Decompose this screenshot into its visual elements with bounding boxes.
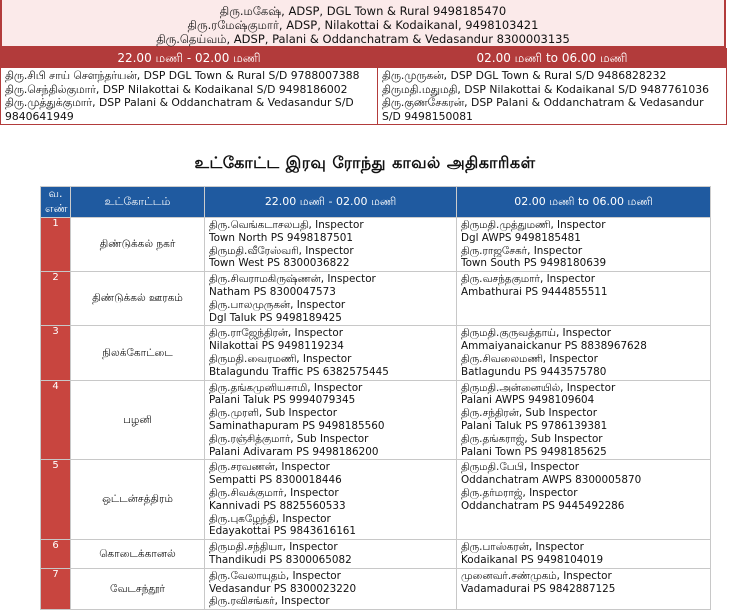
officer-line: Town West PS 8300036822 bbox=[209, 257, 350, 270]
officer-line: திரு.பாஸ்கரன், Inspector bbox=[461, 541, 584, 554]
officer-line: திரு.சந்திரன், Sub Inspector bbox=[461, 407, 597, 420]
officer-line: Btalagundu Traffic PS 6382575445 bbox=[209, 365, 389, 378]
header-subdivision: உட்கோட்டம் bbox=[71, 187, 205, 218]
officer-line: Palani Adivaram PS 9498186200 bbox=[209, 445, 379, 458]
officer-line: திருமதி.வீரேஸ்வரி, Inspector bbox=[209, 244, 354, 257]
shift2-cell bbox=[457, 380, 711, 460]
patrol-table bbox=[40, 186, 711, 610]
shift2-cell bbox=[457, 460, 711, 540]
officer-line: Ammaiyanaickanur PS 8838967628 bbox=[461, 340, 647, 353]
row-number: 5 bbox=[41, 460, 71, 540]
officer-line: திரு.தர்மராஜ், Inspector bbox=[461, 486, 578, 499]
dsp-shift-table bbox=[0, 48, 727, 125]
officer-line: Oddanchatram PS 9445492286 bbox=[461, 499, 625, 512]
shift1-officer: திரு.முத்துக்குமார், DSP Palani & Oddanchatram & Vedasandur S/D 9840641949 bbox=[5, 96, 354, 123]
officer-line: திருமதி.முத்துமணி, Inspector bbox=[461, 219, 606, 231]
officer-line: முனைவர்.சண்முகம், Inspector bbox=[461, 569, 612, 582]
officer-line: Palani Town PS 9498185625 bbox=[461, 445, 607, 458]
shift1-cell bbox=[205, 380, 457, 460]
shift1-cell bbox=[205, 460, 457, 540]
table-row bbox=[41, 218, 711, 272]
shift1-cell bbox=[205, 568, 457, 609]
officer-line: Palani Taluk PS 9786139381 bbox=[461, 419, 608, 432]
row-number: 7 bbox=[41, 568, 71, 609]
shift2-cell bbox=[457, 272, 711, 326]
officer-line: திரு.ராஜேந்திரன், Inspector bbox=[209, 327, 343, 340]
officer-line: Natham PS 8300047573 bbox=[209, 285, 336, 298]
officer-line: திரு.சிவக்குமார், Inspector bbox=[209, 486, 339, 499]
table-row bbox=[41, 326, 711, 380]
shift2-cell bbox=[457, 218, 711, 272]
officer-line: திரு.ரஞ்சித்குமார், Sub Inspector bbox=[209, 432, 369, 445]
officer-line: Saminathapuram PS 9498185560 bbox=[209, 419, 385, 432]
officer-line: Vadamadurai PS 9842887125 bbox=[461, 582, 616, 595]
subdivision-name: திண்டுக்கல் நகர் bbox=[71, 218, 205, 272]
shift1-header: 22.00 மணி - 02.00 மணி bbox=[1, 49, 378, 68]
shift1-cell bbox=[205, 540, 457, 569]
adsp-box bbox=[0, 0, 726, 48]
adsp-line-2: திரு.ரமேஷ்குமார், ADSP, Nilakottai & Kodaikanal, 9498103421 bbox=[187, 18, 539, 32]
shift2-header: 02.00 மணி to 06.00 மணி bbox=[378, 49, 727, 68]
officer-line: திரு.ராஜசேகர், Inspector bbox=[461, 244, 583, 257]
subdivision-name: திண்டுக்கல் ஊரகம் bbox=[71, 272, 205, 326]
officer-line: Dgl AWPS 9498185481 bbox=[461, 231, 581, 244]
officer-line: திருமதி.வைரமணி, Inspector bbox=[209, 352, 352, 365]
shift2-officer: திருமதி.மதுமதி, DSP Nilakottai & Kodaikanal S/D 9487761036 bbox=[382, 82, 710, 96]
officer-line: திரு.வெங்கடாசலபதி, Inspector bbox=[209, 219, 364, 231]
shift1-officer: திரு.செந்தில்குமார், DSP Nilakottai & Kodaikanal S/D 9498186002 bbox=[5, 82, 348, 96]
officer-line: Ambathurai PS 9444855511 bbox=[461, 285, 608, 298]
table-row bbox=[41, 540, 711, 569]
officer-line: திரு.வேலாயுதம், Inspector bbox=[209, 569, 341, 582]
officer-line: Palani AWPS 9498109604 bbox=[461, 394, 595, 407]
row-number: 3 bbox=[41, 326, 71, 380]
subdivision-name: பழனி bbox=[71, 380, 205, 460]
officer-line: Nilakottai PS 9498119234 bbox=[209, 340, 344, 353]
officer-line: திரு.ரவிசங்கர், Inspector bbox=[209, 595, 330, 608]
table-row bbox=[41, 568, 711, 609]
shift1-cell bbox=[205, 272, 457, 326]
table-row bbox=[41, 272, 711, 326]
patrol-header-row bbox=[41, 187, 711, 218]
officer-line: Town South PS 9498180639 bbox=[461, 257, 607, 270]
officer-line: திரு.வசந்தகுமார், Inspector bbox=[461, 273, 596, 286]
officer-line: Batlagundu PS 9443575780 bbox=[461, 365, 607, 378]
subdivision-name: நிலக்கோட்டை bbox=[71, 326, 205, 380]
patrol-body bbox=[41, 218, 711, 610]
officer-line: Town North PS 9498187501 bbox=[209, 231, 353, 244]
officer-line: திரு.புகழேந்தி, Inspector bbox=[209, 512, 331, 525]
officer-line: Sempatti PS 8300018446 bbox=[209, 474, 342, 487]
officer-line: Thandikudi PS 8300065082 bbox=[209, 553, 352, 566]
officer-line: Oddanchatram AWPS 8300005870 bbox=[461, 474, 642, 487]
shift1-officer: திரு.சிபி சாய் சௌந்தர்யன், DSP DGL Town & Rural S/D 9788007388 bbox=[5, 69, 360, 82]
officer-line: Palani Taluk PS 9994079345 bbox=[209, 394, 356, 407]
shift1-cell bbox=[205, 326, 457, 380]
header-shift2: 02.00 மணி to 06.00 மணி bbox=[457, 187, 711, 218]
shift1-officers bbox=[1, 68, 378, 125]
officer-line: திரு.தங்கமுனியசாமி, Inspector bbox=[209, 381, 363, 394]
row-number: 1 bbox=[41, 218, 71, 272]
shift2-officer: திரு.குணசேகரன், DSP Palani & Oddanchatram & Vedasandur S/D 9498150081 bbox=[382, 96, 704, 123]
officer-line: Kodaikanal PS 9498104019 bbox=[461, 553, 604, 566]
officer-line: Edayakottai PS 9843616161 bbox=[209, 525, 357, 538]
shift2-cell bbox=[457, 326, 711, 380]
header-shift1: 22.00 மணி - 02.00 மணி bbox=[205, 187, 457, 218]
officer-line: திருமதி.குருவத்தாய், Inspector bbox=[461, 327, 612, 340]
shift2-officer: திரு.முருகன், DSP DGL Town & Rural S/D 9486828232 bbox=[382, 69, 667, 82]
row-number: 6 bbox=[41, 540, 71, 569]
officer-line: திரு.சரவணன், Inspector bbox=[209, 461, 330, 474]
subdivision-name: கொடைக்கானல் bbox=[71, 540, 205, 569]
header-num: வ. எண் bbox=[41, 187, 71, 218]
shift2-officers bbox=[378, 68, 727, 125]
officer-line: திரு.சிவராமகிருஷ்ணன், Inspector bbox=[209, 273, 376, 286]
officer-line: திரு.தங்கராஜ், Sub Inspector bbox=[461, 432, 603, 445]
officer-line: திருமதி.சந்தியா, Inspector bbox=[209, 541, 338, 554]
adsp-line-1: திரு.மகேஷ், ADSP, DGL Town & Rural 9498185470 bbox=[219, 4, 507, 18]
table-row bbox=[41, 380, 711, 460]
adsp-line-3: திரு.தெய்வம், ADSP, Palani & Oddanchatram & Vedasandur 8300003135 bbox=[156, 32, 570, 46]
table-row bbox=[41, 460, 711, 540]
shift2-cell bbox=[457, 540, 711, 569]
row-number: 2 bbox=[41, 272, 71, 326]
officer-line: திரு.சிவலைமணி, Inspector bbox=[461, 352, 598, 365]
subdivision-name: வேடசந்தூர் bbox=[71, 568, 205, 609]
row-number: 4 bbox=[41, 380, 71, 460]
officer-line: Vedasandur PS 8300023220 bbox=[209, 582, 357, 595]
officer-line: Dgl Taluk PS 9498189425 bbox=[209, 311, 342, 324]
shift1-cell bbox=[205, 218, 457, 272]
officer-line: திருமதி.பேபி, Inspector bbox=[461, 461, 579, 474]
officer-line: திரு.முரளி, Sub Inspector bbox=[209, 407, 337, 420]
subdivision-name: ஒட்டன்சத்திரம் bbox=[71, 460, 205, 540]
shift2-cell bbox=[457, 568, 711, 609]
officer-line: திரு.பாலமுருகன், Inspector bbox=[209, 298, 346, 311]
section-title: உட்கோட்ட இரவு ரோந்து காவல் அதிகாரிகள் bbox=[194, 153, 536, 172]
officer-line: Kannivadi PS 8825560533 bbox=[209, 499, 346, 512]
officer-line: திருமதி.அன்னையில், Inspector bbox=[461, 381, 616, 394]
